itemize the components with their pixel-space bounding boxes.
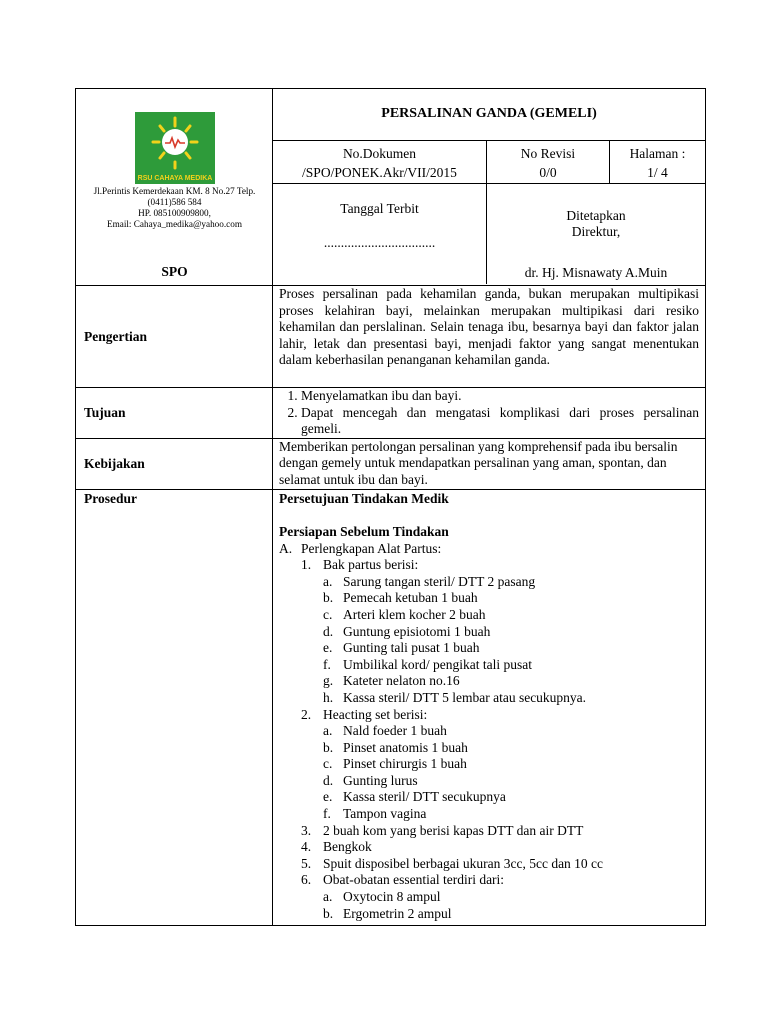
- hospital-logo: [135, 112, 215, 184]
- list-marker: b.: [323, 739, 334, 755]
- list-marker: a.: [323, 573, 333, 589]
- document-meta-cell: [273, 141, 706, 184]
- tujuan-label-cell: [76, 388, 273, 439]
- sub-list-item: [323, 740, 699, 757]
- list-text: Guntung episiotomi 1 buah: [343, 623, 491, 639]
- list-text: Nald foeder 1 buah: [343, 723, 447, 739]
- list-item: [301, 823, 699, 840]
- no-dokumen-label: No.Dokumen: [342, 146, 417, 161]
- list-marker: g.: [323, 673, 334, 689]
- direktur-name: dr. Hj. Misnawaty A.Muin: [524, 265, 668, 281]
- sub-list-item: [323, 906, 699, 923]
- list-text: Tampon vagina: [343, 806, 427, 822]
- address-line: Email: Cahaya_medika@yahoo.com: [106, 219, 242, 229]
- spo-document: [75, 88, 705, 926]
- address-line: HP. 085100909800,: [138, 208, 211, 218]
- list-marker: d.: [323, 772, 334, 788]
- kebijakan-label-cell: [76, 438, 273, 489]
- list-marker: 5.: [301, 855, 312, 871]
- address-line: Jl.Perintis Kemerdekaan KM. 8 No.27 Telp.: [93, 186, 256, 196]
- sub-list-item: [323, 673, 699, 690]
- list-marker: c.: [323, 606, 333, 622]
- list-text: Obat-obatan essential terdiri dari:: [323, 872, 505, 888]
- direktur-label: Direktur,: [571, 224, 621, 240]
- list-marker: f.: [323, 806, 331, 822]
- list-text: Perlengkapan Alat Partus:: [301, 540, 442, 556]
- tanggal-terbit-value: .................................: [323, 235, 436, 251]
- list-text: Kateter nelaton no.16: [343, 673, 460, 689]
- pengertian-label: Pengertian: [84, 328, 147, 344]
- list-text: Gunting tali pusat 1 buah: [343, 640, 480, 656]
- tanggal-terbit-box: [273, 184, 487, 284]
- tujuan-label: Tujuan: [84, 404, 126, 420]
- spo-table: [75, 88, 706, 926]
- list-text: Kassa steril/ DTT secukupnya: [343, 789, 506, 805]
- sub-list-item: [323, 806, 699, 823]
- list-marker: b.: [323, 590, 334, 606]
- tujuan-item: 1. Menyelamatkan ibu dan bayi.: [301, 388, 699, 405]
- sub-list-item: [323, 590, 699, 607]
- document-title-cell: [273, 89, 706, 141]
- sub-list-item: [323, 607, 699, 624]
- list-marker: d.: [323, 623, 334, 639]
- list-text: Pinset anatomis 1 buah: [343, 739, 468, 755]
- list-marker: A.: [279, 540, 293, 556]
- list-text: 2 buah kom yang berisi kapas DTT dan air DTT: [323, 822, 584, 838]
- logo-text: RSU CAHAYA MEDIKA: [137, 175, 213, 182]
- tanggal-terbit-label: Tanggal Terbit: [340, 201, 419, 217]
- list-text: Umbilikal kord/ pengikat tali pusat: [343, 656, 532, 672]
- sub-list-item: [323, 624, 699, 641]
- signature-cell: [273, 184, 706, 286]
- sub-list-item: [323, 657, 699, 674]
- list-text: Pemecah ketuban 1 buah: [343, 590, 478, 606]
- list-item: [301, 872, 699, 889]
- kebijakan-label: Kebijakan: [84, 455, 145, 471]
- list-marker: c.: [323, 756, 333, 772]
- tujuan-cell: [273, 388, 706, 439]
- list-item: [301, 707, 699, 724]
- pengertian-label-cell: [76, 286, 273, 388]
- document-title: PERSALINAN GANDA (GEMELI): [381, 106, 597, 121]
- prosedur-label-cell: [76, 489, 273, 925]
- no-dokumen-box: [273, 141, 487, 183]
- hospital-address: [76, 186, 273, 230]
- no-dokumen-value: /SPO/PONEK.Akr/VII/2015: [302, 165, 457, 180]
- list-item: [301, 839, 699, 856]
- ditetapkan-box: [487, 184, 705, 284]
- list-text: Bengkok: [323, 839, 372, 855]
- list-text: Kassa steril/ DTT 5 lembar atau secukupnya.: [343, 689, 587, 705]
- prosedur-heading-persiapan: Persiapan Sebelum Tindakan: [279, 523, 449, 539]
- list-marker: a.: [323, 889, 333, 905]
- tujuan-list: [279, 388, 699, 438]
- ditetapkan-label: Ditetapkan: [566, 208, 626, 224]
- list-marker: a.: [323, 723, 333, 739]
- list-marker: e.: [323, 640, 333, 656]
- no-revisi-label: No Revisi: [520, 146, 576, 161]
- list-marker: f.: [323, 656, 331, 672]
- header-left-cell: [76, 89, 273, 286]
- sub-list-item: [323, 789, 699, 806]
- sub-list-item: [323, 773, 699, 790]
- list-marker: 3.: [301, 822, 312, 838]
- list-text: Bak partus berisi:: [323, 557, 419, 573]
- list-item: [301, 856, 699, 873]
- address-line: (0411)586 584: [147, 197, 202, 207]
- sub-list-item: [323, 756, 699, 773]
- list-text: Ergometrin 2 ampul: [343, 905, 452, 921]
- list-text: Spuit disposibel berbagai ukuran 3cc, 5cc dan 10 cc: [323, 855, 604, 871]
- sub-list-item: [323, 723, 699, 740]
- no-revisi-box: [487, 141, 610, 183]
- prosedur-label: Prosedur: [84, 490, 137, 506]
- list-marker: e.: [323, 789, 333, 805]
- pengertian-text: Proses persalinan pada kehamilan ganda, bukan merupakan multipikasi proses kelahiran bayi, melainkan merupakan multipikasi dari resiko kehamilan dan perslalinan. Selain tenaga ibu, besarnya bayi dan faktor jalan lahir, letak dan presentasi bayi, menjadi faktor yang sangat menentukan dalam keberhasilan penanganan kehamilan ganda.: [273, 286, 706, 388]
- no-revisi-value: 0/0: [539, 165, 557, 180]
- list-marker: 6.: [301, 872, 312, 888]
- prosedur-heading-persetujuan: Persetujuan Tindakan Medik: [279, 490, 449, 506]
- spo-label: SPO: [161, 264, 188, 279]
- list-text: Arteri klem kocher 2 buah: [343, 606, 486, 622]
- halaman-box: [610, 141, 705, 183]
- list-marker: 1.: [301, 557, 312, 573]
- tujuan-item: 2. Dapat mencegah dan mengatasi komplikasi dari proses persalinan gemeli.: [301, 405, 699, 438]
- list-marker: 4.: [301, 839, 312, 855]
- sub-list-item: [323, 640, 699, 657]
- list-text: Heacting set berisi:: [323, 706, 428, 722]
- list-marker: h.: [323, 689, 334, 705]
- sub-list-item: [323, 690, 699, 707]
- list-text: Gunting lurus: [343, 772, 418, 788]
- kebijakan-text: Memberikan pertolongan persalinan yang komprehensif pada ibu bersalin dengan gemely untuk mendapatkan persalinan yang aman, spontan, dan selamat untuk ibu dan bayi.: [273, 438, 706, 489]
- sub-list-item: [323, 574, 699, 591]
- list-marker: 2.: [301, 706, 312, 722]
- halaman-value: 1/ 4: [647, 165, 668, 180]
- halaman-label: Halaman :: [629, 146, 686, 161]
- sub-list-item: [323, 889, 699, 906]
- list-text: Oxytocin 8 ampul: [343, 889, 441, 905]
- list-text: Sarung tangan steril/ DTT 2 pasang: [343, 573, 536, 589]
- list-marker: b.: [323, 905, 334, 921]
- prosedur-cell: [273, 489, 706, 925]
- list-text: Pinset chirurgis 1 buah: [343, 756, 467, 772]
- list-item: [301, 557, 699, 574]
- list-item: [279, 541, 699, 558]
